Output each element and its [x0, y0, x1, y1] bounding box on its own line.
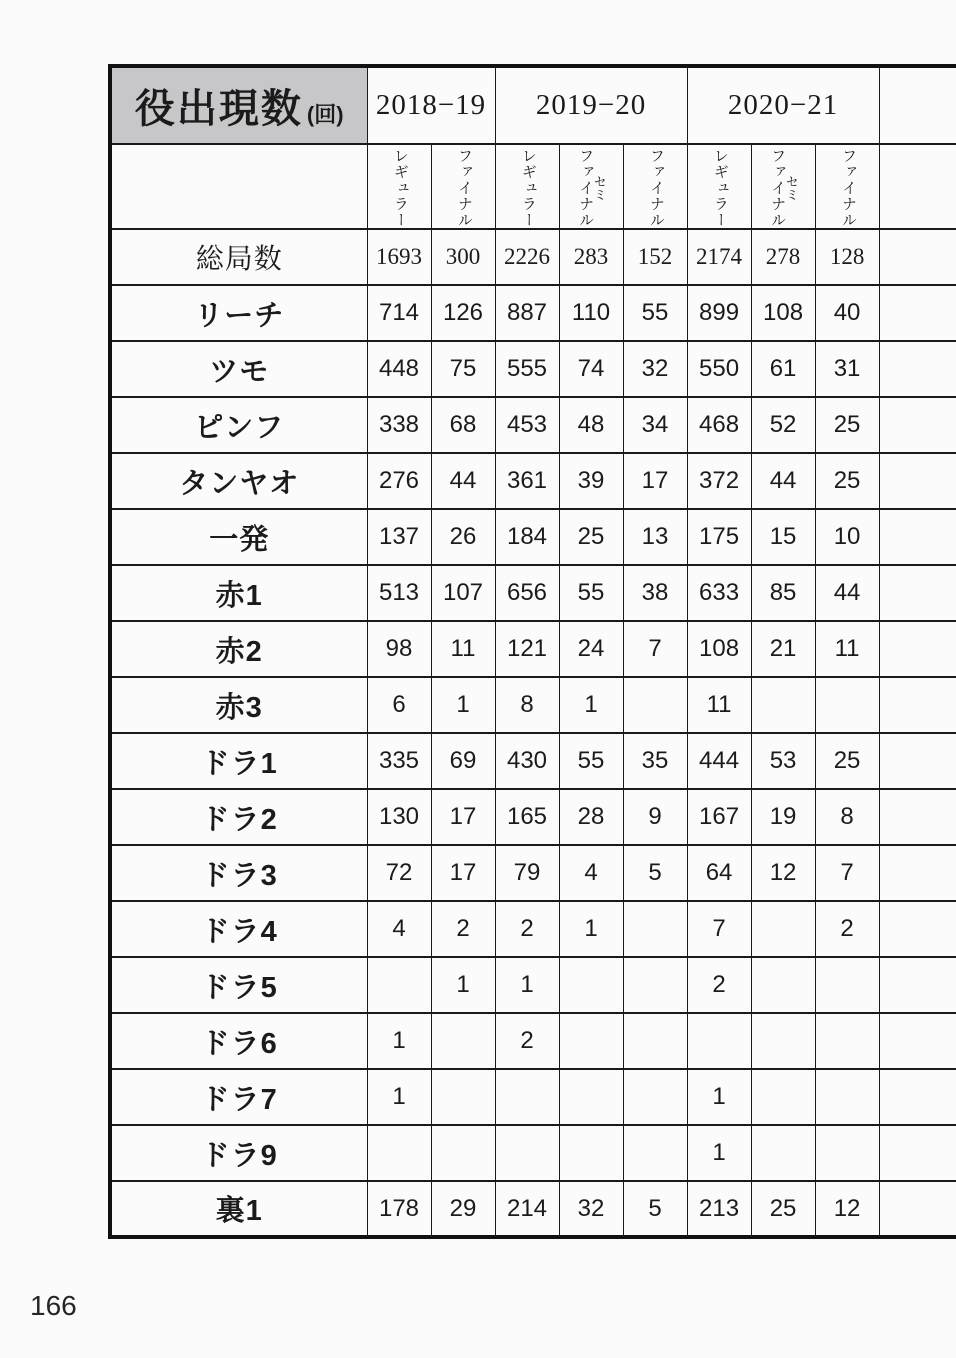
partial-value-cell — [879, 957, 956, 1013]
column-header-text: ファイナル — [577, 148, 594, 228]
value-cell — [367, 957, 431, 1013]
table-row — [110, 1013, 956, 1069]
row-label: ドラ6 — [110, 1013, 367, 1069]
value-cell: 39 — [559, 453, 623, 509]
value-cell: 48 — [559, 397, 623, 453]
value-cell: 8 — [815, 789, 879, 845]
row-label: 赤2 — [110, 621, 367, 677]
value-cell: 1 — [687, 1069, 751, 1125]
table-row — [110, 621, 956, 677]
value-cell: 175 — [687, 509, 751, 565]
value-cell — [815, 677, 879, 733]
value-cell: 555 — [495, 341, 559, 397]
partial-value-cell — [879, 397, 956, 453]
value-cell: 108 — [751, 285, 815, 341]
value-cell: 714 — [367, 285, 431, 341]
value-cell: 126 — [431, 285, 495, 341]
partial-value-cell — [879, 733, 956, 789]
table-row — [110, 341, 956, 397]
value-cell: 2 — [687, 957, 751, 1013]
value-cell: 1693 — [367, 229, 431, 285]
row-label: 一発 — [110, 509, 367, 565]
value-cell — [751, 901, 815, 957]
value-cell: 74 — [559, 341, 623, 397]
table-row — [110, 957, 956, 1013]
value-cell: 61 — [751, 341, 815, 397]
value-cell: 130 — [367, 789, 431, 845]
value-cell: 21 — [751, 621, 815, 677]
value-cell — [751, 957, 815, 1013]
value-cell: 72 — [367, 845, 431, 901]
value-cell: 6 — [367, 677, 431, 733]
value-cell: 278 — [751, 229, 815, 285]
value-cell: 430 — [495, 733, 559, 789]
value-cell — [623, 677, 687, 733]
value-cell: 17 — [431, 845, 495, 901]
value-cell — [431, 1069, 495, 1125]
value-cell: 75 — [431, 341, 495, 397]
value-cell: 44 — [431, 453, 495, 509]
value-cell: 26 — [431, 509, 495, 565]
column-header-prefix: セミ — [783, 175, 799, 201]
value-cell: 24 — [559, 621, 623, 677]
season-2020-21: 2020−21 — [687, 66, 879, 144]
column-header-final-1819 — [431, 144, 495, 229]
row-label: 総局数 — [110, 229, 367, 285]
value-cell — [495, 1069, 559, 1125]
partial-value-cell — [879, 229, 956, 285]
row-label: リーチ — [110, 285, 367, 341]
value-cell: 656 — [495, 565, 559, 621]
column-header-regular-1819 — [367, 144, 431, 229]
value-cell: 1 — [367, 1069, 431, 1125]
row-label: ドラ2 — [110, 789, 367, 845]
value-cell: 8 — [495, 677, 559, 733]
row-label: ツモ — [110, 341, 367, 397]
value-cell — [623, 1013, 687, 1069]
partial-value-cell — [879, 621, 956, 677]
row-label: 赤3 — [110, 677, 367, 733]
column-header-semifinal-1920 — [559, 144, 623, 229]
value-cell: 15 — [751, 509, 815, 565]
value-cell: 44 — [815, 565, 879, 621]
partial-value-cell — [879, 453, 956, 509]
value-cell: 44 — [751, 453, 815, 509]
value-cell: 34 — [623, 397, 687, 453]
value-cell: 2226 — [495, 229, 559, 285]
value-cell: 85 — [751, 565, 815, 621]
value-cell — [431, 1013, 495, 1069]
value-cell: 137 — [367, 509, 431, 565]
value-cell: 11 — [687, 677, 751, 733]
value-cell: 10 — [815, 509, 879, 565]
value-cell: 7 — [687, 901, 751, 957]
yaku-occurrence-table — [108, 64, 956, 1239]
value-cell: 1 — [559, 901, 623, 957]
value-cell: 453 — [495, 397, 559, 453]
value-cell: 11 — [815, 621, 879, 677]
column-header-final-1920 — [623, 144, 687, 229]
value-cell — [431, 1125, 495, 1181]
table-row — [110, 901, 956, 957]
column-header-text: ファイナル — [769, 148, 786, 228]
value-cell — [559, 957, 623, 1013]
season-2019-20: 2019−20 — [495, 66, 687, 144]
partial-value-cell — [879, 1013, 956, 1069]
row-label: ドラ1 — [110, 733, 367, 789]
value-cell: 5 — [623, 1181, 687, 1237]
value-cell — [623, 1069, 687, 1125]
value-cell: 7 — [623, 621, 687, 677]
partial-value-cell — [879, 341, 956, 397]
value-cell: 372 — [687, 453, 751, 509]
table-row — [110, 1125, 956, 1181]
value-cell: 25 — [815, 453, 879, 509]
value-cell: 1 — [495, 957, 559, 1013]
season-header-row — [110, 66, 956, 144]
row-label: ドラ7 — [110, 1069, 367, 1125]
value-cell: 53 — [751, 733, 815, 789]
value-cell: 7 — [815, 845, 879, 901]
value-cell: 1 — [687, 1125, 751, 1181]
value-cell — [815, 1069, 879, 1125]
value-cell: 12 — [751, 845, 815, 901]
value-cell — [559, 1069, 623, 1125]
value-cell — [367, 1125, 431, 1181]
value-cell: 12 — [815, 1181, 879, 1237]
value-cell: 1 — [431, 957, 495, 1013]
value-cell — [623, 901, 687, 957]
column-header-text: ファイナル — [455, 148, 472, 228]
value-cell — [623, 1125, 687, 1181]
table-row — [110, 1069, 956, 1125]
column-header-final-2021 — [815, 144, 879, 229]
row-label: タンヤオ — [110, 453, 367, 509]
row-label: ドラ5 — [110, 957, 367, 1013]
table-title-cell — [110, 66, 367, 144]
value-cell — [559, 1013, 623, 1069]
partial-value-cell — [879, 509, 956, 565]
value-cell: 213 — [687, 1181, 751, 1237]
value-cell: 52 — [751, 397, 815, 453]
yaku-table — [108, 64, 956, 1239]
value-cell: 40 — [815, 285, 879, 341]
partial-value-cell — [879, 789, 956, 845]
value-cell — [751, 1125, 815, 1181]
value-cell: 9 — [623, 789, 687, 845]
value-cell — [751, 1013, 815, 1069]
partial-value-cell — [879, 1069, 956, 1125]
value-cell: 79 — [495, 845, 559, 901]
value-cell — [687, 1013, 751, 1069]
value-cell: 32 — [623, 341, 687, 397]
value-cell: 550 — [687, 341, 751, 397]
value-cell: 31 — [815, 341, 879, 397]
value-cell: 25 — [751, 1181, 815, 1237]
page-number: 166 — [30, 1290, 77, 1321]
table-row — [110, 397, 956, 453]
value-cell: 121 — [495, 621, 559, 677]
value-cell: 38 — [623, 565, 687, 621]
column-header-text: ファイナル — [647, 148, 664, 228]
value-cell: 69 — [431, 733, 495, 789]
value-cell: 2 — [431, 901, 495, 957]
value-cell: 68 — [431, 397, 495, 453]
value-cell: 167 — [687, 789, 751, 845]
label-column-spacer — [110, 144, 367, 229]
row-label: ピンフ — [110, 397, 367, 453]
value-cell: 887 — [495, 285, 559, 341]
value-cell: 55 — [559, 733, 623, 789]
row-label: ドラ9 — [110, 1125, 367, 1181]
value-cell: 28 — [559, 789, 623, 845]
value-cell: 633 — [687, 565, 751, 621]
value-cell — [495, 1125, 559, 1181]
partial-value-cell — [879, 677, 956, 733]
value-cell: 152 — [623, 229, 687, 285]
value-cell: 2174 — [687, 229, 751, 285]
column-header-text: ファイナル — [839, 148, 856, 228]
value-cell: 1 — [559, 677, 623, 733]
value-cell: 107 — [431, 565, 495, 621]
table-row — [110, 677, 956, 733]
value-cell: 2 — [495, 1013, 559, 1069]
value-cell: 29 — [431, 1181, 495, 1237]
value-cell: 32 — [559, 1181, 623, 1237]
value-cell: 1 — [431, 677, 495, 733]
value-cell — [815, 1013, 879, 1069]
column-header-regular-2021 — [687, 144, 751, 229]
column-header-text: レギュラー — [391, 148, 408, 228]
partial-value-cell — [879, 285, 956, 341]
column-header-text: レギュラー — [711, 148, 728, 228]
value-cell: 64 — [687, 845, 751, 901]
row-label: ドラ4 — [110, 901, 367, 957]
value-cell: 1 — [367, 1013, 431, 1069]
value-cell: 128 — [815, 229, 879, 285]
partial-value-cell — [879, 1181, 956, 1237]
value-cell: 335 — [367, 733, 431, 789]
value-cell: 98 — [367, 621, 431, 677]
table-row — [110, 565, 956, 621]
value-cell: 214 — [495, 1181, 559, 1237]
table-row — [110, 789, 956, 845]
value-cell — [559, 1125, 623, 1181]
value-cell: 55 — [559, 565, 623, 621]
table-row — [110, 509, 956, 565]
value-cell: 165 — [495, 789, 559, 845]
value-cell: 108 — [687, 621, 751, 677]
partial-value-cell — [879, 845, 956, 901]
value-cell: 361 — [495, 453, 559, 509]
table-body — [110, 229, 956, 1237]
value-cell: 513 — [367, 565, 431, 621]
value-cell: 19 — [751, 789, 815, 845]
value-cell — [751, 677, 815, 733]
table-row — [110, 453, 956, 509]
value-cell: 25 — [815, 733, 879, 789]
value-cell: 13 — [623, 509, 687, 565]
value-cell: 2 — [495, 901, 559, 957]
value-cell: 25 — [815, 397, 879, 453]
value-cell — [751, 1069, 815, 1125]
table-row — [110, 733, 956, 789]
value-cell — [815, 957, 879, 1013]
value-cell: 283 — [559, 229, 623, 285]
value-cell: 5 — [623, 845, 687, 901]
season-2018-19: 2018−19 — [367, 66, 495, 144]
value-cell — [815, 1125, 879, 1181]
table-title-unit: (回) — [306, 102, 344, 127]
value-cell: 17 — [431, 789, 495, 845]
partial-column-header — [879, 144, 956, 229]
row-label: 裏1 — [110, 1181, 367, 1237]
value-cell: 4 — [367, 901, 431, 957]
value-cell: 444 — [687, 733, 751, 789]
table-row — [110, 1181, 956, 1237]
value-cell: 2 — [815, 901, 879, 957]
value-cell: 25 — [559, 509, 623, 565]
value-cell: 178 — [367, 1181, 431, 1237]
value-cell — [623, 957, 687, 1013]
value-cell: 276 — [367, 453, 431, 509]
value-cell: 338 — [367, 397, 431, 453]
row-label: ドラ3 — [110, 845, 367, 901]
value-cell: 35 — [623, 733, 687, 789]
partial-value-cell — [879, 901, 956, 957]
partial-value-cell — [879, 1125, 956, 1181]
value-cell: 110 — [559, 285, 623, 341]
row-label: 赤1 — [110, 565, 367, 621]
value-cell: 184 — [495, 509, 559, 565]
column-header-prefix: セミ — [591, 175, 607, 201]
season-partial-cell — [879, 66, 956, 144]
partial-value-cell — [879, 565, 956, 621]
value-cell: 11 — [431, 621, 495, 677]
table-row — [110, 285, 956, 341]
column-header-regular-1920 — [495, 144, 559, 229]
column-header-semifinal-2021 — [751, 144, 815, 229]
column-header-row — [110, 144, 956, 229]
column-header-text: レギュラー — [519, 148, 536, 228]
value-cell: 468 — [687, 397, 751, 453]
table-row — [110, 845, 956, 901]
value-cell: 4 — [559, 845, 623, 901]
value-cell: 17 — [623, 453, 687, 509]
table-title: 役出現数 — [134, 87, 303, 131]
value-cell: 55 — [623, 285, 687, 341]
value-cell: 300 — [431, 229, 495, 285]
value-cell: 448 — [367, 341, 431, 397]
table-row — [110, 229, 956, 285]
value-cell: 899 — [687, 285, 751, 341]
